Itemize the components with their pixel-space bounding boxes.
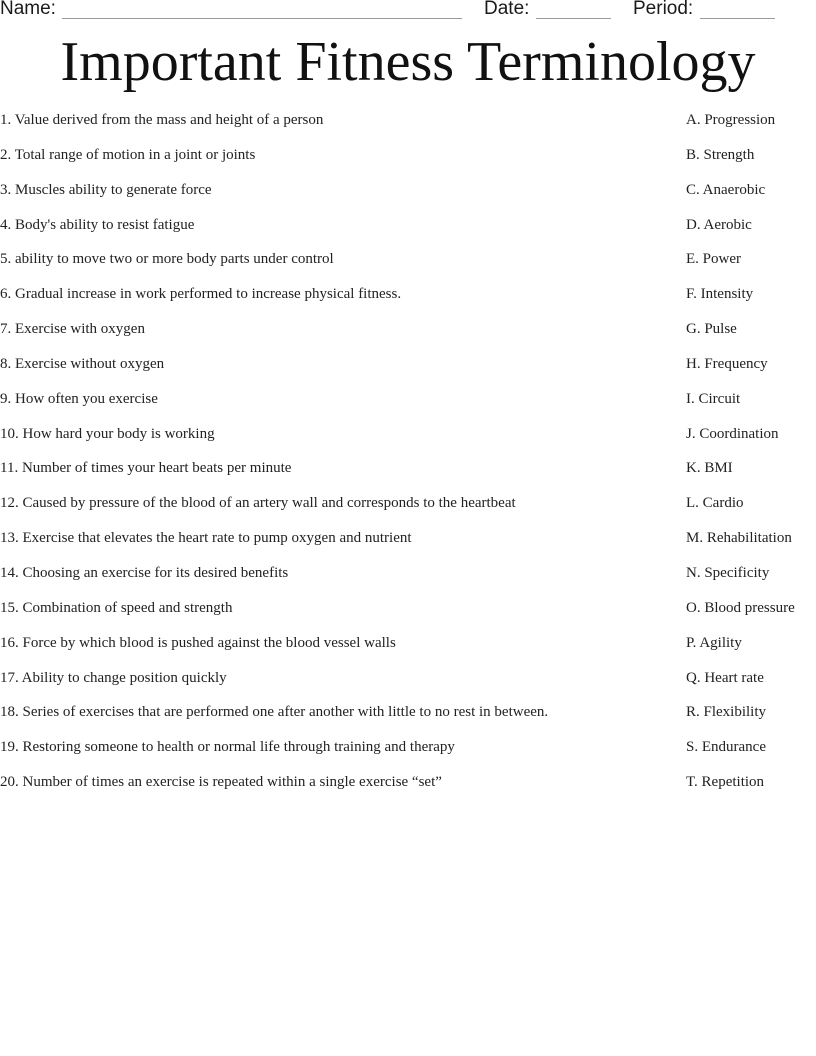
matching-row: [0, 739, 816, 774]
answer-option: A. Progression: [686, 112, 776, 128]
matching-row: [0, 286, 816, 321]
clue-text: 19. Restoring someone to health or normal life through training and therapy: [0, 739, 455, 756]
matching-row: [0, 600, 816, 635]
clue-text: 1. Value derived from the mass and height of a person: [0, 112, 324, 128]
answer-option: C. Anaerobic: [686, 181, 766, 198]
worksheet-title: Important Fitness Terminology: [60, 31, 756, 93]
clue-text: 3. Muscles ability to generate force: [0, 181, 212, 198]
clue-text: 13. Exercise that elevates the heart rate to pump oxygen and nutrient: [0, 530, 412, 547]
clue-text: 17. Ability to change position quickly: [0, 669, 227, 686]
matching-list: [0, 112, 816, 809]
answer-option: B. Strength: [686, 146, 755, 163]
answer-option: K. BMI: [686, 460, 733, 477]
answer-option: E. Power: [686, 251, 741, 268]
matching-row: [0, 530, 816, 565]
matching-row: [0, 635, 816, 670]
matching-row: [0, 565, 816, 600]
answer-option: M. Rehabilitation: [686, 530, 792, 547]
answer-option: F. Intensity: [686, 286, 754, 303]
answer-option: O. Blood pressure: [686, 599, 795, 616]
matching-row: [0, 356, 816, 391]
clue-text: 4. Body's ability to resist fatigue: [0, 216, 195, 233]
clue-text: 11. Number of times your heart beats per minute: [0, 460, 292, 477]
period-label: Period:: [633, 0, 694, 19]
matching-row: [0, 217, 816, 252]
matching-row: [0, 670, 816, 705]
answer-option: H. Frequency: [686, 355, 768, 372]
answer-option: D. Aerobic: [686, 216, 752, 233]
clue-text: 10. How hard your body is working: [0, 425, 215, 442]
worksheet-header: [0, 0, 816, 26]
matching-row: [0, 391, 816, 426]
clue-text: 6. Gradual increase in work performed to increase physical fitness.: [0, 286, 402, 303]
answer-option: P. Agility: [686, 634, 742, 651]
matching-row: [0, 147, 816, 182]
answer-option: I. Circuit: [686, 390, 741, 407]
clue-text: 15. Combination of speed and strength: [0, 599, 233, 616]
clue-text: 8. Exercise without oxygen: [0, 355, 165, 372]
matching-row: [0, 704, 816, 739]
period-blank-line[interactable]: [700, 18, 775, 19]
matching-row: [0, 495, 816, 530]
name-label: Name:: [0, 0, 56, 19]
matching-row: [0, 321, 816, 356]
answer-option: T. Repetition: [686, 774, 765, 791]
answer-option: J. Coordination: [686, 425, 779, 442]
date-blank-line[interactable]: [536, 18, 611, 19]
date-label: Date:: [484, 0, 530, 19]
matching-row: [0, 426, 816, 461]
answer-option: S. Endurance: [686, 739, 766, 756]
answer-option: L. Cardio: [686, 495, 744, 512]
clue-text: 9. How often you exercise: [0, 390, 158, 407]
matching-row: [0, 774, 816, 809]
matching-row: [0, 460, 816, 495]
answer-option: N. Specificity: [686, 564, 770, 581]
answer-option: Q. Heart rate: [686, 669, 764, 686]
clue-text: 7. Exercise with oxygen: [0, 321, 145, 338]
clue-text: 5. ability to move two or more body parts under control: [0, 251, 334, 268]
clue-text: 16. Force by which blood is pushed against the blood vessel walls: [0, 634, 396, 651]
clue-text: 2. Total range of motion in a joint or joints: [0, 146, 256, 163]
answer-option: G. Pulse: [686, 321, 737, 338]
clue-text: 14. Choosing an exercise for its desired benefits: [0, 564, 289, 581]
matching-row: [0, 251, 816, 286]
matching-row: [0, 112, 816, 147]
clue-text: 18. Series of exercises that are performed one after another with little to no rest in between.: [0, 704, 549, 721]
matching-row: [0, 182, 816, 217]
name-blank-line[interactable]: [62, 18, 462, 19]
answer-option: R. Flexibility: [686, 704, 767, 721]
clue-text: 20. Number of times an exercise is repeated within a single exercise “set”: [0, 774, 442, 791]
clue-text: 12. Caused by pressure of the blood of an artery wall and corresponds to the heartbeat: [0, 495, 516, 512]
